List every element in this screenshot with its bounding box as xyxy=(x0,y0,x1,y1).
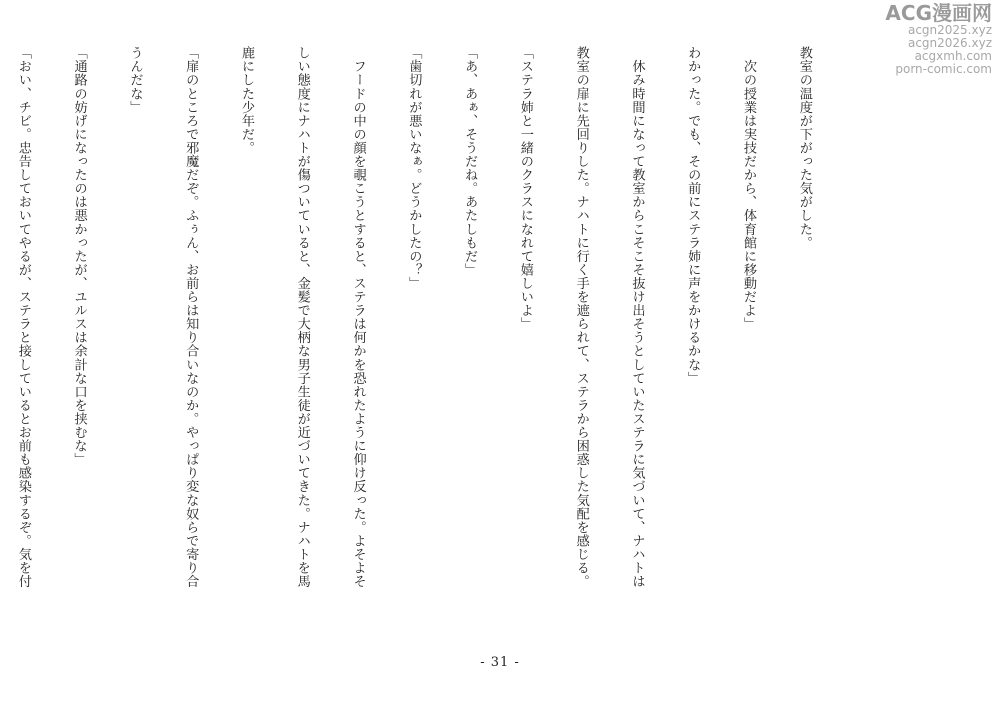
text-line: 教室の扉に先回りした。ナハトに行く手を遮られて、ステラから困惑した気配を感じる。 xyxy=(573,46,589,588)
watermark-url: acgn2025.xyz xyxy=(907,23,992,37)
text-line: 「扉のところで邪魔だぞ。ふぅん、お前らは知り合いなのか。やっぱり変な奴らで寄り合 xyxy=(183,46,199,588)
text-line: 教室の温度が下がった気がした。 xyxy=(796,46,812,250)
text-line: フードの中の顔を覗こうとすると、ステラは何かを恐れたように仰け反った。よそよそ xyxy=(350,46,366,588)
body-text xyxy=(0,46,850,634)
watermark-url: acgn2026.xyz xyxy=(907,36,992,50)
text-line: 「おい、チビ。忠告しておいてやるが、ステラと接しているとお前も感染するぞ。気を付 xyxy=(15,46,31,588)
watermark-url: porn-comic.com xyxy=(895,62,992,76)
text-line: 「歯切れが悪いなぁ。どうかしたの？」 xyxy=(406,46,422,290)
page-number: - 31 - xyxy=(480,655,520,670)
text-line: 「ステラ姉と一緒のクラスになれて嬉しいよ」 xyxy=(517,46,533,331)
watermark-logo: ACG漫画网 xyxy=(885,1,992,25)
text-line: 「あ、あぁ、そうだね。あたしもだ」 xyxy=(462,46,478,277)
text-line: 「通路の妨げになったのは悪かったが、ユルスは余計な口を挟むな」 xyxy=(71,46,87,467)
watermark xyxy=(842,2,992,76)
text-line: 次の授業は実技だから、体育館に移動だよ」 xyxy=(741,46,757,331)
text-line: うんだな」 xyxy=(127,46,143,114)
text-line: しい態度にナハトが傷ついていると、金髪で大柄な男子生徒が近づいてきた。ナハトを馬 xyxy=(294,46,310,588)
text-line: 休み時間になって教室からこそこそ抜け出そうとしていたステラに気づいて、ナハトは xyxy=(629,46,645,588)
watermark-url: acgxmh.com xyxy=(914,49,992,63)
text-line: わかった。でも、その前にステラ姉に声をかけるかな」 xyxy=(685,46,701,385)
text-line: 鹿にした少年だ。 xyxy=(239,46,254,155)
